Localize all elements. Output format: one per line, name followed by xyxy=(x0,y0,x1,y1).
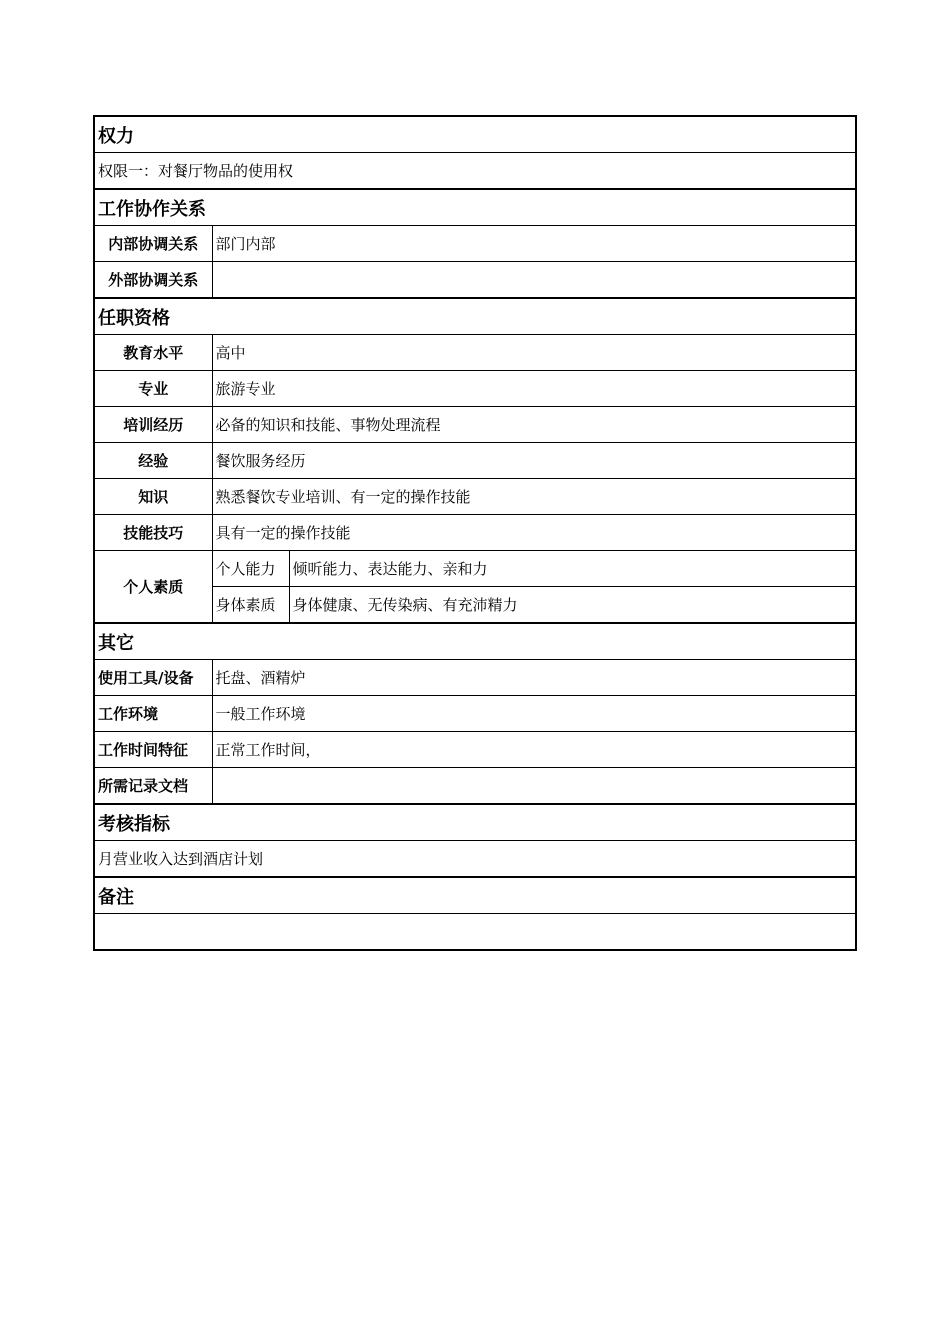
field-label: 知识 xyxy=(94,479,212,515)
job-description-table xyxy=(93,115,857,951)
field-label: 内部协调关系 xyxy=(94,226,212,262)
environment-row xyxy=(94,696,856,732)
field-value: 旅游专业 xyxy=(212,371,856,407)
knowledge-row xyxy=(94,479,856,515)
section-power-header xyxy=(94,116,856,153)
field-label: 工作时间特征 xyxy=(94,732,212,768)
section-heading: 工作协作关系 xyxy=(94,189,856,226)
field-value: 一般工作环境 xyxy=(212,696,856,732)
notes-value xyxy=(94,914,856,951)
field-value: 高中 xyxy=(212,335,856,371)
section-notes-header xyxy=(94,877,856,914)
field-value xyxy=(212,262,856,299)
section-other-header xyxy=(94,623,856,660)
field-label: 经验 xyxy=(94,443,212,479)
power-row xyxy=(94,153,856,190)
section-heading: 任职资格 xyxy=(94,298,856,335)
field-label: 外部协调关系 xyxy=(94,262,212,299)
field-value: 具有一定的操作技能 xyxy=(212,515,856,551)
kpi-row xyxy=(94,841,856,878)
field-value xyxy=(212,768,856,805)
field-label: 教育水平 xyxy=(94,335,212,371)
field-value: 倾听能力、表达能力、亲和力 xyxy=(289,551,856,587)
field-label: 技能技巧 xyxy=(94,515,212,551)
sub-label: 个人能力 xyxy=(212,551,289,587)
notes-row xyxy=(94,914,856,951)
kpi-value: 月营业收入达到酒店计划 xyxy=(94,841,856,878)
field-value: 托盘、酒精炉 xyxy=(212,660,856,696)
field-value: 正常工作时间， xyxy=(212,732,856,768)
training-row xyxy=(94,407,856,443)
skills-row xyxy=(94,515,856,551)
section-qualification-header xyxy=(94,298,856,335)
power-line: 权限一：对餐厅物品的使用权 xyxy=(94,153,856,190)
section-heading: 考核指标 xyxy=(94,804,856,841)
documents-row xyxy=(94,768,856,805)
coop-internal-row xyxy=(94,226,856,262)
field-label: 使用工具/设备 xyxy=(94,660,212,696)
sub-label: 身体素质 xyxy=(212,587,289,624)
field-label: 个人素质 xyxy=(94,551,212,624)
field-label: 培训经历 xyxy=(94,407,212,443)
tools-row xyxy=(94,660,856,696)
field-value: 熟悉餐饮专业培训、有一定的操作技能 xyxy=(212,479,856,515)
section-coop-header xyxy=(94,189,856,226)
work-time-row xyxy=(94,732,856,768)
field-value: 必备的知识和技能、事物处理流程 xyxy=(212,407,856,443)
major-row xyxy=(94,371,856,407)
coop-external-row xyxy=(94,262,856,299)
section-heading: 备注 xyxy=(94,877,856,914)
section-kpi-header xyxy=(94,804,856,841)
section-heading: 其它 xyxy=(94,623,856,660)
field-label: 专业 xyxy=(94,371,212,407)
field-value: 餐饮服务经历 xyxy=(212,443,856,479)
field-label: 所需记录文档 xyxy=(94,768,212,805)
field-value: 部门内部 xyxy=(212,226,856,262)
personal-ability-row xyxy=(94,551,856,587)
education-row xyxy=(94,335,856,371)
experience-row xyxy=(94,443,856,479)
section-heading: 权力 xyxy=(94,116,856,153)
field-value: 身体健康、无传染病、有充沛精力 xyxy=(289,587,856,624)
field-label: 工作环境 xyxy=(94,696,212,732)
